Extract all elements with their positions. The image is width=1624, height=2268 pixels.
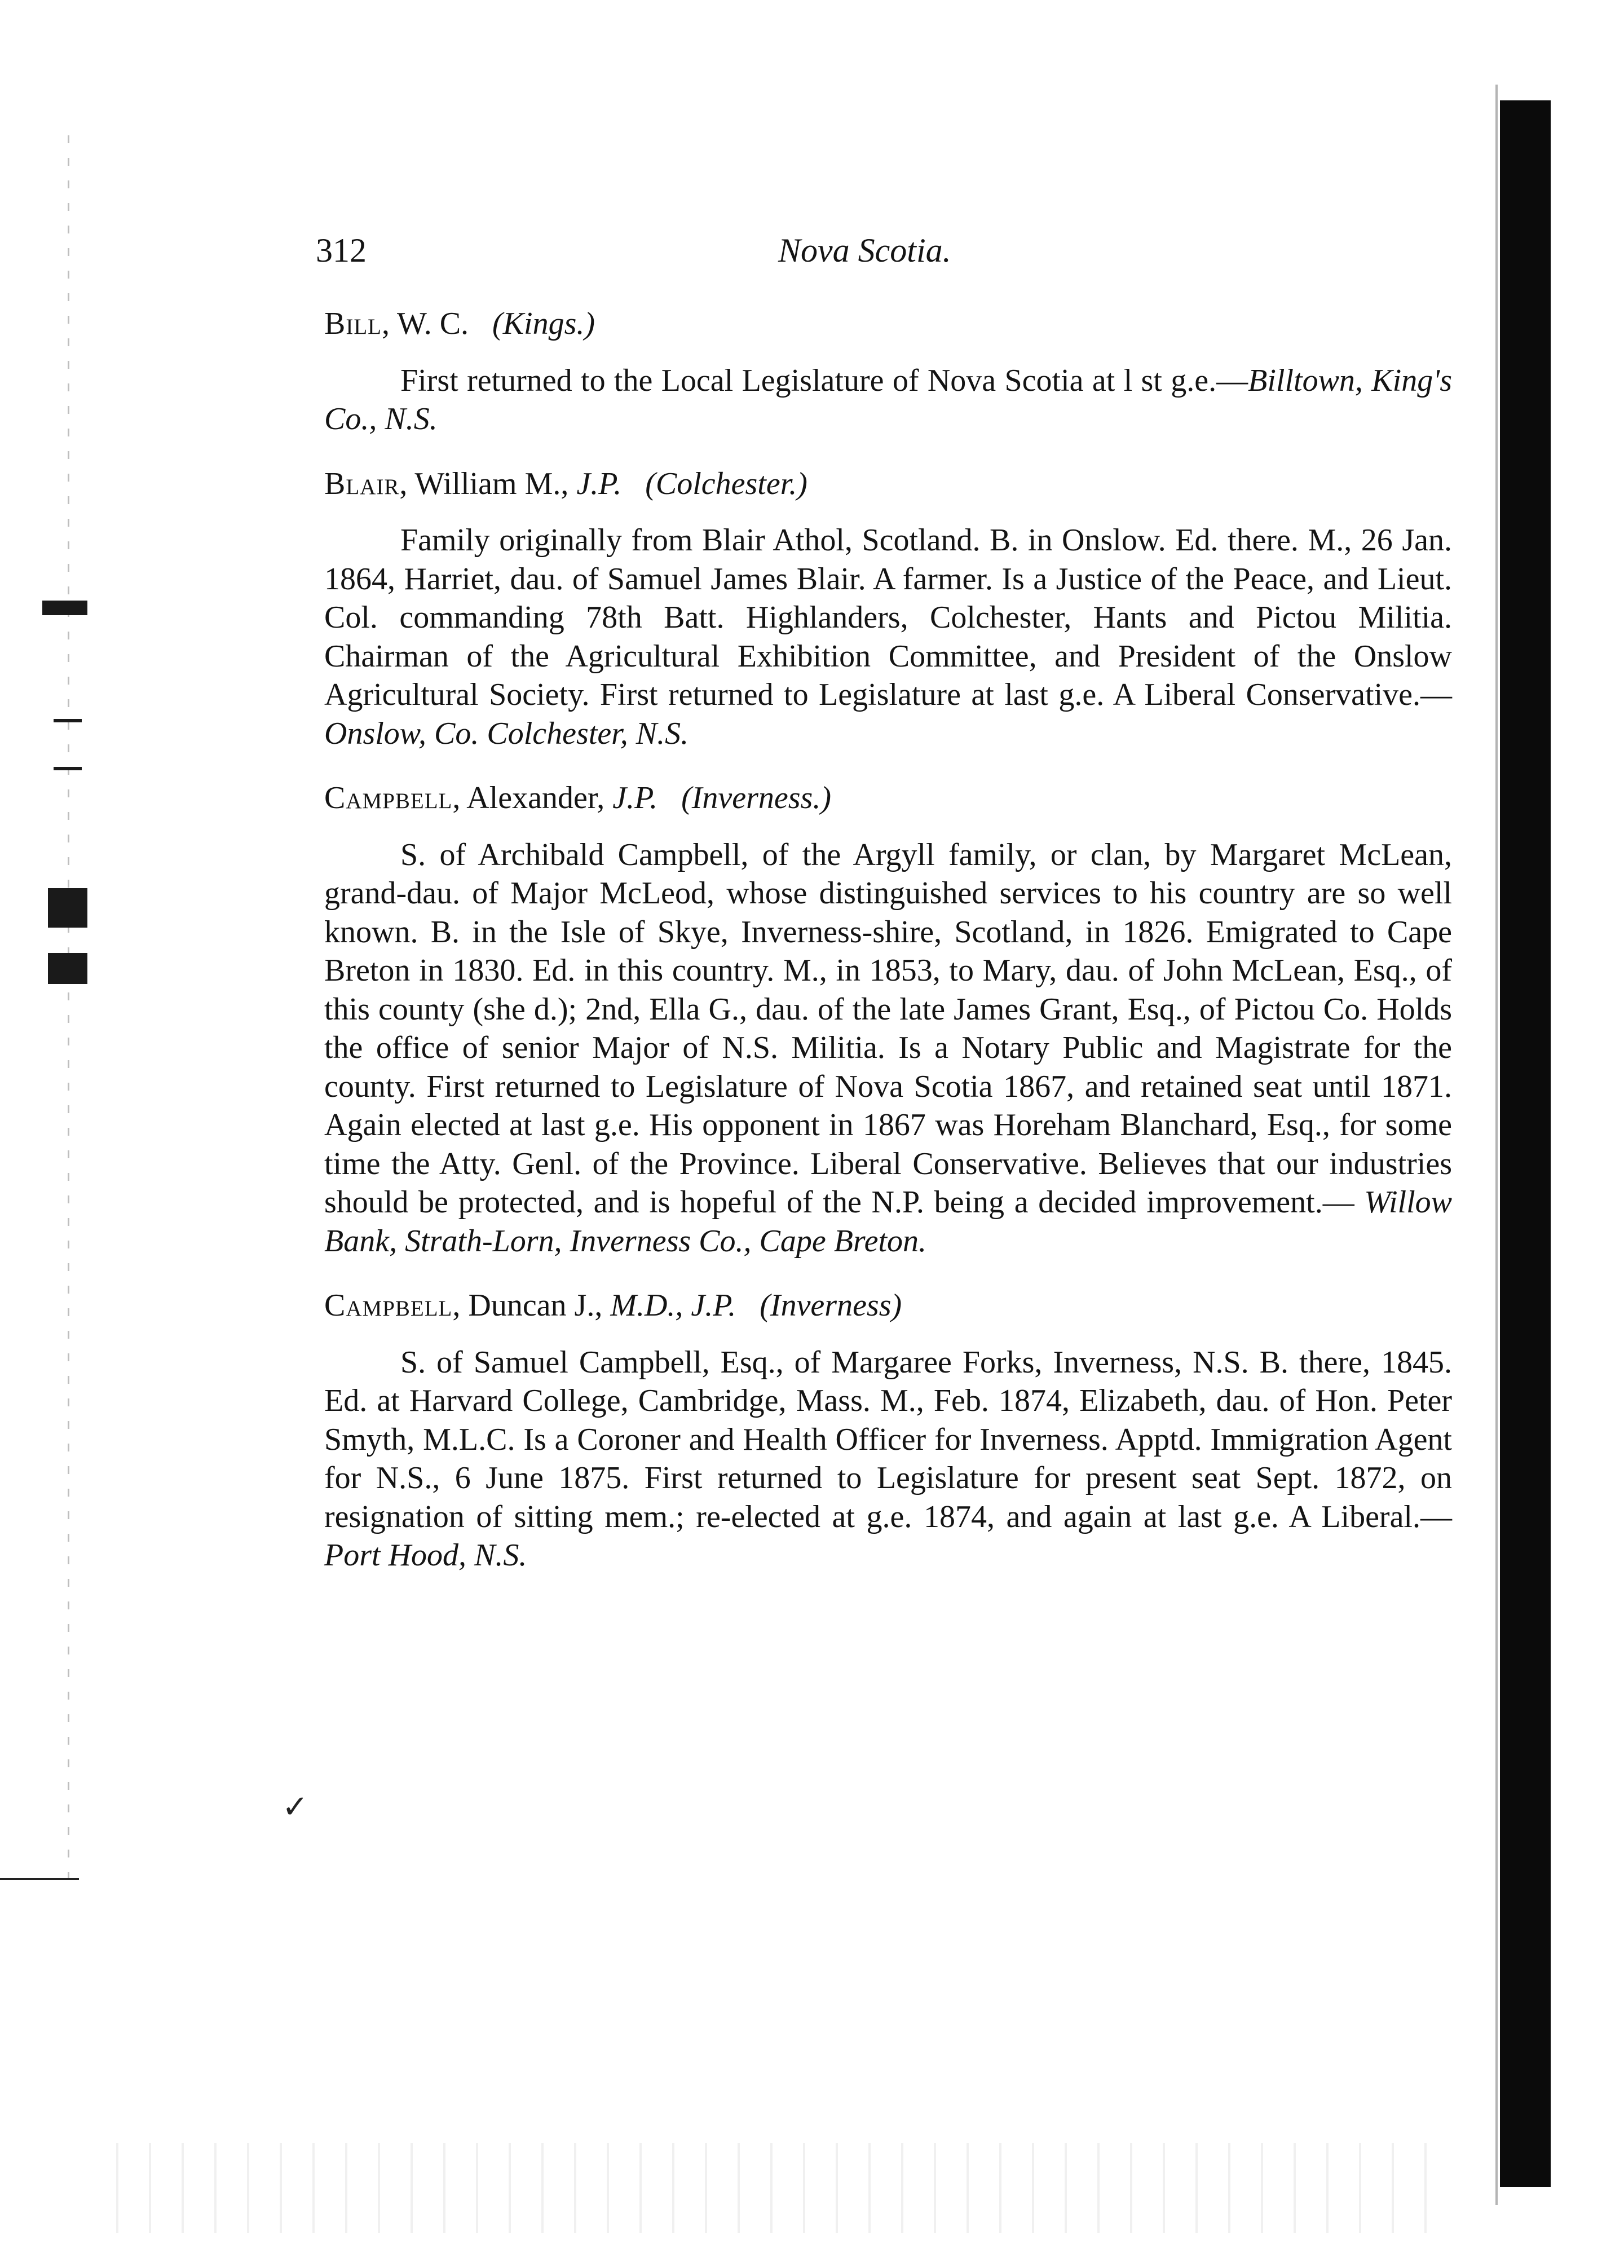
- entry-residence: Onslow, Co. Colchester, N.S.: [324, 716, 689, 751]
- entry-text: [324, 521, 1452, 753]
- entry-given-names: , W. C.: [381, 306, 469, 341]
- margin-mark: [42, 601, 87, 615]
- entry-surname: Campbell: [324, 1288, 453, 1323]
- entry-honorific: J.P.: [612, 780, 658, 815]
- entry-campbell-alexander: [324, 779, 1452, 1260]
- entry-body: First returned to the Local Legislature of Nova Scotia at l st g.e.—: [400, 363, 1248, 398]
- margin-mark: [48, 888, 87, 928]
- entry-surname: Bill: [324, 306, 382, 341]
- margin-rule: [0, 1878, 79, 1880]
- entry-body: Family originally from Blair Athol, Scotland. B. in Onslow. Ed. there. M., 26 Jan. 1864, Harriet, dau. of Samuel James Blair. A farmer. Is a Justice of the Peace, and Lieut. Col. commanding 78th Batt. Highlanders, Colchester, Hants and Pictou Militia. Chairman of the Agricultural Exhibition Committee, and President of the Onslow Agricultural Society. First returned to Legislature at last g.e. A Liberal Conservative.—: [324, 523, 1452, 712]
- margin-mark: [54, 767, 82, 770]
- entry-honorific: J.P.: [576, 466, 622, 501]
- entry-surname: Blair: [324, 466, 400, 501]
- running-header: [316, 231, 1466, 282]
- entry-surname: Campbell: [324, 780, 453, 815]
- entry-constituency: (Colchester.): [645, 466, 807, 501]
- entry-text: [324, 836, 1452, 1261]
- entry-constituency: (Inverness.): [681, 780, 831, 815]
- entry-text: [324, 1343, 1452, 1575]
- entry-constituency: (Kings.): [492, 306, 595, 341]
- page-number: 312: [316, 232, 367, 269]
- entry-constituency: (Inverness): [760, 1288, 902, 1323]
- entry-residence: Port Hood, N.S.: [324, 1538, 527, 1573]
- entry-heading: [324, 465, 1452, 504]
- margin-mark: [48, 953, 87, 984]
- margin-scan-line: [68, 135, 69, 1883]
- binding-shadow: [1495, 85, 1498, 2205]
- entry-heading: [324, 305, 1452, 343]
- entry-campbell-duncan: [324, 1286, 1452, 1575]
- scan-noise: [102, 2143, 1455, 2233]
- entry-body: S. of Samuel Campbell, Esq., of Margaree Forks, Inverness, N.S. B. there, 1845. Ed. at Harvard College, Cambridge, Mass. M., Feb. 1874, Elizabeth, dau. of Hon. Peter Smyth, M.L.C. Is a Coroner and Health Officer for Inverness. Apptd. Immigration Agent for N.S., 6 June 1875. First returned to Legislature for present seat Sept. 1872, on resignation of sitting mem.; re-elected at g.e. 1874, and again at last g.e. A Liberal.—: [324, 1344, 1452, 1534]
- binding-edge: [1500, 100, 1551, 2187]
- entry-heading: [324, 779, 1452, 818]
- entry-given-names: , Alexander,: [452, 780, 613, 815]
- entry-honorific: M.D., J.P.: [610, 1288, 736, 1323]
- entries-list: [324, 305, 1452, 1601]
- entry-residence: Billtown, King's Co., N.S.: [324, 363, 1452, 436]
- entry-given-names: , William M.,: [399, 466, 577, 501]
- entry-text: [324, 361, 1452, 439]
- handwritten-tick: ✓: [282, 1790, 308, 1825]
- running-title: Nova Scotia.: [778, 232, 951, 269]
- entry-residence: Willow Bank, Strath-Lorn, Inverness Co., Cape Breton.: [324, 1185, 1452, 1259]
- entry-bill: [324, 305, 1452, 439]
- entry-body: S. of Archibald Campbell, of the Argyll family, or clan, by Margaret McLean, grand-dau. of Major McLeod, whose distinguished services to his country are so well known. B. in the Isle of Skye, Inverness-shire, Scotland, in 1826. Emigrated to Cape Breton in 1830. Ed. in this country. M., in 1853, to Mary, dau. of John McLean, Esq., of this county (she d.); 2nd, Ella G., dau. of the late James Grant, Esq., of Pictou Co. Holds the office of senior Major of N.S. Militia. Is a Notary Public and Magistrate for the county. First returned to Legislature of Nova Scotia 1867, and retained seat until 1871. Again elected at last g.e. His opponent in 1867 was Horeham Blanchard, Esq., for some time the Atty. Genl. of the Province. Liberal Conservative. Believes that our industries should be protected, and is hopeful of the N.P. being a decided improvement.—: [324, 837, 1452, 1220]
- entry-blair: [324, 465, 1452, 753]
- margin-mark: [54, 719, 82, 722]
- entry-heading: [324, 1286, 1452, 1325]
- entry-given-names: , Duncan J.,: [452, 1288, 611, 1323]
